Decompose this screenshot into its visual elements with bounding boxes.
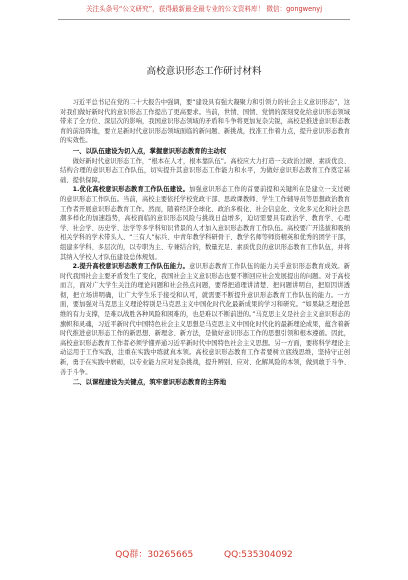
intro-paragraph: 习近平总书记在党的二十大报告中强调，要“建设具有强大凝聚力和引领力的社会主义意识形态”，这对我们做好新时代的意识形态工作提出了更高要求。当前，世情、国情、党情的深刻变化给意识形态领域带来了全方位、深层次的影响，我国意识形态领域的矛盾和斗争将更加复杂尖锐，高校是推进意识形态教育的前沿阵地，要立足新时代意识形态领域面临的新问题、新挑战，找准工作着力点，提升意识形态教育的实效性。 [60,99,350,145]
document-body [60,98,350,388]
section-1-intro: 做好新时代意识形态工作，“根本在人才，根本靠队伍”。高校应大力打造一支政治过硬、素质优良、结构合理的意识形态工作队伍，切实提升其意识形态工作能力和水平，为做好意识形态教育工作奠定基础、提供保障。 [60,157,350,184]
footer-contacts [0,549,408,561]
point-1-paragraph [60,185,350,262]
point-1-text: 加强意识形态工作的首要前提和关键所在是建立一支过硬的意识形态工作队伍。当前，高校主要依托学校党政干部、思政课教师、学生工作辅导员等思想政治教育工作者开展意识形态教育工作。然而，随着经济全球化、政治多极化、社会信息化、文化多元化和社会思潮多样化的加速趋势，高校面临的意识形态风险与挑战日益增多，迫切需要具有政治学、教育学、心理学、社会学、历史学、法学等多学科知识背景的人才加入意识形态教育工作队伍。高校要广开选拔和吸纳相关学科的学术带头人、“三有人”标兵、中青年教学科研骨干、教学名师等师资精英和优秀的团学干部，组建多学科、多层次的，以专职为主、专兼结合的，数量充足、素质优良的意识形态教育工作队伍，并将其纳入学校人才队伍建设总体规划。 [60,186,351,261]
footer-qq-group: QQ群：30265665 [115,550,194,560]
point-2-title: 2.提升高校意识形态教育工作队伍能力。 [72,263,190,271]
header-banner: 关注头条号“公文研究”，获得最新最全最专业的公文资料库！ 微信：gongwenyj [85,5,323,13]
header-divider [58,19,350,20]
section-1-heading: 一、以队伍建设为切入点，掌握意识形态教育的主动权 [72,146,227,155]
point-2-text: 意识形态教育工作队伍的能力关乎意识形态教育成效。新时代我国社会主要矛盾发生了变化，我国社会主义意识形态也要不断回应社会发展提出的问题。对于高校而言，面对广大学生关注的理论问题和社会热点问题，要帮把道理讲清楚、把问题讲明白，把原因讲透彻，把立场讲明确，让广大学生乐于接受和认可，就需要不断提升意识形态教育工作队伍的能力。一方面，要加强对马克思主义理论特别是马克思主义中国化时代化最新成果的学习和研究。“如果缺乏理论思维的有力支撑，是难以战胜各种风险和困难的，也是难以不断前进的。”马克思主义是社会主义意识形态的旗帜和灵魂，习近平新时代中国特色社会主义思想是马克思主义中国化时代化的最新理论成果，蕴含着新时代推进意识形态工作的新思想、新理念、新方法，是做好意识形态工作的思想引领和根本遵循。因此，高校意识形态教育工作者必须学懂弄通习近平新时代中国特色社会主义思想。另一方面，要将科学理论主动运用于工作实践，注重在实践中练就真本领。高校意识形态教育工作者要树立底线思维，坚持守正创新，勇于在实践中磨砺，以专业能力应对复杂挑战，提升辨别、应对、化解风险的本领，做到敢于斗争、善于斗争。 [60,263,351,376]
point-1-title: 1.优化高校意识形态教育工作队伍建设。 [72,186,190,194]
document-title: 高校意识形态工作研讨材料 [146,66,262,77]
footer-qq: QQ:535304092 [224,550,293,560]
point-2-paragraph [60,262,350,377]
section-2-heading: 二、以课程建设为关键点，筑牢意识形态教育的主阵地 [72,378,227,387]
